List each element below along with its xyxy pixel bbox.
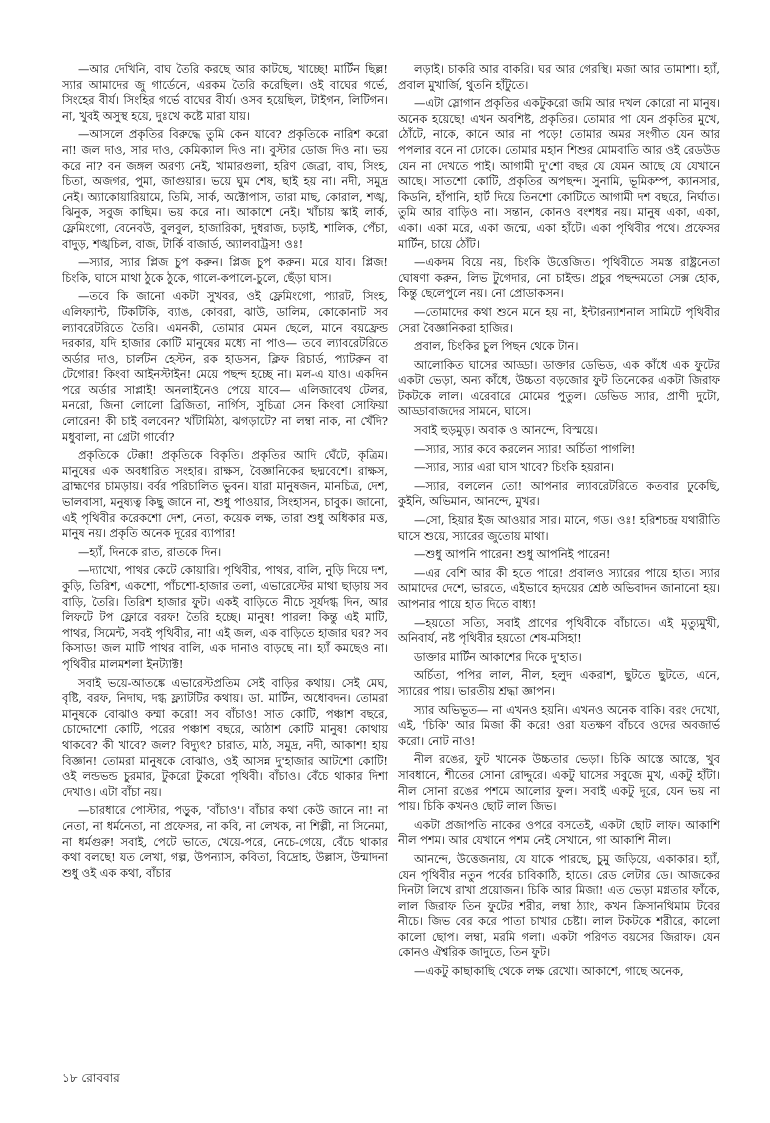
- paragraph: আনন্দে, উত্তেজনায়, যে যাকে পারছে, চুমু জড়িয়ে, একাকার। হ্যাঁ, যেন পৃথিবীর নতুন পর্বের চাবিকাঠি, হাতে। রেড লেটার ডে। আজকের দিনটা লিখে রাখা প্রয়োজন। চিকি আর মিজা! এত ভেড়া মগ্নতার ফাঁকে, লাল জিরাফ তিন ফুটের শরীর, লম্বা ঠ্যাং, কখন ক্রিসানথিমাম টবের নীচে। জিভ বের করে পাতা চাখার চেষ্টা। লাল টকটকে শরীরে, কালো কালো ছোপ। লম্বা, মরমি গলা। একটা পরিণত বয়সের জিরাফ। যেন কোনও ঐশ্বরিক জাদুতে, তিন ফুট।: [398, 851, 720, 960]
- paragraph: সবাই হুড়মুড়। অবাক ও আনন্দে, বিস্ময়ে।: [414, 423, 598, 438]
- paragraph: —হ্যাঁ, দিনকে রাত, রাতকে দিন।: [78, 544, 222, 559]
- page-folio: ১৮ রোববার: [62, 1071, 120, 1085]
- paragraph: অর্চিতা, পপির লাল, নীল, হলুদ একরাশ, ছুটতে ছুটতে, এনে, স্যারের পায়। ভারতীয় শ্রদ্ধা জ্ঞাপন।: [398, 668, 720, 698]
- paragraph: —একটু কাছাকাছি থেকে লক্ষ রেখো। আকাশে, গাছে অনেক,: [414, 964, 684, 979]
- paragraph: —স্যার, স্যার প্লিজ চুপ করুন। প্লিজ চুপ করুন। মরে যাব। প্লিজ! চিংকি, ঘাসে মাথা ঠুকে ঠুকে, গালে-কপালে-চুলে, ছেঁড়া ঘাস।: [62, 255, 388, 285]
- left-column: [62, 62, 388, 1062]
- paragraph: প্রকৃতিকে টেক্কা! প্রকৃতিকে বিকৃতি। প্রকৃতির আদি ঘেঁটে, কৃত্রিম। মানুষের এক অবধারিত সংহার। রাক্ষস, বৈজ্ঞানিকের ছদ্মবেশে। রাক্ষস, ব্রাহ্মণের চামড়ায়। বর্বর পরিচালিত ভুবন। যারা মানুষজন, মানচিত্র, দেশ, ভালবাসা, মনুষ্যত্ব কিছু জানে না, শুধু পাওয়ার, সিংহাসন, চাবুক। জানো, এই পৃথিবীর করেকশো দেশ, নেতা, কয়েক লক্ষ, তারা শুধু অধিকার মত্ত, মানুষ নয়। প্রকৃতি অনেক দূরের ব্যাপার!: [62, 448, 388, 541]
- paragraph: —সো, হিয়ার ইজ আওয়ার সার। মানে, গড। ওঃ! হরিশচন্দ্র যথারীতি ঘাসে শুয়ে, স্যারের জুতোয় মাথা।: [398, 513, 720, 543]
- paragraph: —আসলে প্রকৃতির বিরুদ্ধে তুমি কেন যাবে? প্রকৃতিকে নারিশ করো না! জল দাও, সার দাও, কেমিক্যাল দিও না। বুস্টার ডোজ দিও না। ভয় করে না? বন জঙ্গল অরণ্য নেই, খামারগুলা, হরিণ জেব্রা, বাঘ, সিংহ, চিতা, অজগর, পুমা, জাগুয়ার। ভয়ে ঘুম শেষ, ছাই হয় না। নদী, সমুদ্র নেই। অ্যাকোয়ারিয়ামে, তিমি, সার্ক, অক্টোপাস, তারা মাছ, কোরাল, শঙ্খ, ঝিনুক, সবুজ কাছিম। ভয় করে না। আকাশে নেই। খাঁচায় স্কাই লার্ক, ফ্লেমিংগো, বেনেবউ, বুলবুল, হাজারিকা, দুধরাজ, চড়াই, শালিক, পেঁচা, বাদুড়, শঙ্খচিল, বাজ, টার্কি বাজার্ড, অ্যালবাট্রস! ওঃ!: [62, 127, 388, 251]
- paragraph: একটা প্রজাপতি নাকের ওপরে বসতেই, একটা ছোট লাফ। আকাশি নীল পশম। আর যেখানে পশম নেই সেখানে, গা আকাশি নীল।: [398, 817, 720, 848]
- paragraph: —এটা স্লোগান প্রকৃতির একটুকরো জমি আর দখল কোরো না মানুষ। অনেক হয়েছে! এখন অবশিষ্ট, প্রকৃতির। তোমার পা যেন প্রকৃতির মুখে, ঠোঁটে, নাকে, কানে আর না পড়ে! তোমার অমর সংগীত যেন আর পপলার বনে না ঢোকে। তোমার মহান শিশুর মোমবাতি আর ওই রেডউড যেন না দেখতে পাই। আগামী দু'শো বছর যে যেমন আছে যে যেখানে আছে। সাতশো কোটি, প্রকৃতির অপছন্দ। সুনামি, ভূমিকম্প, ক্যানসার, কিডনি, হাঁপানি, হার্ট দিয়ে তিনশো কোটিতে আগামী দশ বছরে, নির্ঘাত। তুমি আর বাড়িও না। সন্তান, কোনও বংশধর নয়। মানুষ একা, একা, একা। একা মরে, একা জন্মে, একা হাঁটে। একা পৃথিবীর পথে। প্রফেসর মার্টিন, চায়ে ঠোঁট।: [398, 96, 720, 251]
- paragraph: —একদম বিয়ে নয়, চিংকি উত্তেজিত। পৃথিবীতে সমস্ত রাষ্ট্রনেতা ঘোষণা করুন, লিভ টুগেদার, নো চাইল্ড। প্রচুর পছন্দমতো সেক্স হোক, কিন্তু ছেলেপুলে নয়। নো প্রোডাকসন।: [398, 255, 720, 301]
- paragraph: লড়াই। চাকরি আর বাকরি। ঘর আর গেরস্থি। মজা আর তামাশা। হ্যাঁ, প্রবাল মুখার্জি, থুতনি হাঁটুতে।: [398, 62, 720, 92]
- paragraph: —তোমাদের কথা শুনে মনে হয় না, ইন্টারন্যাশনাল সামিটে পৃথিবীর সেরা বৈজ্ঞানিকরা হাজির।: [398, 304, 720, 335]
- paragraph: সবাই ভয়ে-আতঙ্কে এভারেস্টপ্রতিম সেই বাড়ির কথায়। সেই মেঘ, বৃষ্টি, বরফ, নিদাঘ, দগ্ধ ফ্ল্যাটটির কথায়। ডা. মার্টিন, অধোবদন। তোমরা মানুষকে বোঝাও কম্মা করো! সব বাঁচাও! সাত কোটি, পঞ্চাশ বছরে, চোদ্দোশো কোটি, পরের পঞ্চাশ বছরে, আঠাশ কোটি মানুষ! কোথায় থাকবে? কী খাবে? জল? বিদ্যুৎ? চারাত, মাঠ, সমুদ্র, নদী, আকাশ! হায় বিজ্ঞান! তোমরা মানুষকে বোঝাও, ওই আসন্ন দু'হাজার আটশো কোটি! ওই লন্ডভন্ড চুরমার, টুকরো টুকরো পৃথিবী। বাঁচাও। বেঁচে থাকার দিশা দেখাও। এটা বাঁচা নয়।: [62, 675, 388, 799]
- right-column: [398, 62, 720, 1062]
- paragraph: স্যার অভিভূত— না এখনও হয়নি। এখনও অনেক বাকি। বরং দেখো, এই, 'চিকি' আর মিজা কী করে! ওরা যতক্ষণ বাঁচবে ওদের অবজার্ভ করো। নোট নাও!: [398, 702, 720, 748]
- paragraph: —চারধারে পোস্টার, পড়ুক, 'বাঁচাও'। বাঁচার কথা কেউ জানে না! না নেতা, না ধর্মনেতা, না প্রফেসর, না কবি, না লেখক, না শিল্পী, না সিনেমা, না ধর্মগুরু! সবাই, পেটে ভাতে, খেয়ে-পরে, নেচে-গেয়ে, বেঁচে থাকার কথা বলছে! যত লেখা, গল্প, উপন্যাস, কবিতা, বিদ্রোহ, উল্লাস, উন্মাদনা শুধু ওই এক কথা, বাঁচার: [62, 803, 388, 880]
- paragraph: —তবে কি জানো একটা সুখবর, ওই ফ্লেমিংগো, প্যারট, সিংহ, এলিফ্যান্ট, টিকটিকি, ব্যাঙ, কোবরা, ঝাউ, ডালিম, কোকোনাট সব ল্যাবরেটরিতে তৈরি। এমনকী, তোমার মেমন ছেলে, মানে বয়ফ্রেন্ড দরকার, যদি হাজার কোটি মানুষের মধ্যে না পাও— তবে ল্যাবরেটরিতে অর্ডার দাও, চার্লটন হেস্টন, রক হাডসন, ক্লিফ রিচার্ড, প্যাটরুন বা টেগোর! কিংবা আইনস্টাইন! মেয়ে পছন্দ হচ্ছে না। মল-এ যাও। একদিন পরে অর্ডার সাপ্লাই! অনলাইনেও পেয়ে যাবে— এলিজাবেথ টেলর, মনরো, জিনা লোলো ব্রিজিতা, নার্গিস, সুচিত্রা সেন কিংবা সোফিয়া লোরেন! কী চাই বলবেন? খাঁটামিঠা, ঝগড়াটে? না লম্বা নাক, না খেঁদি? মধুবালা, না গ্রেটা গার্বো?: [62, 289, 388, 444]
- paragraph: ডাক্তার মার্টিন আকাশের দিকে দু'হাত।: [414, 649, 582, 664]
- paragraph: —দ্যাখো, পাথর কেটে কোয়ারি। পৃথিবীর, পাথর, বালি, নুড়ি দিয়ে দশ, কুড়ি, তিরিশ, একশো, পাঁচশো-হাজার তলা, এভারেস্টের মাথা ছাড়ায় সব বাড়ি, তৈরি। তিরিশ হাজার ফুট। একই বাড়িতে নীচে সূর্যদগ্ধ দিন, আর লিফটে টপ ফ্লোরে বরফ! তৈরি হচ্ছে। মানুষ! পারল! কিন্তু এই মাটি, পাথর, সিমেন্ট, সবই পৃথিবীর, না! এই জল, এক বাড়িতে হাজার ঘর? সব কিসাড! জল মাটি পাথর বালি, এক দানাও বাড়ছে না। হ্যাঁ কমছেও না। পৃথিবীর মালমশলা ইনট্যাক্ট!: [62, 563, 388, 671]
- paragraph: আলোকিত ঘাসের আড্ডা। ডাক্তার ডেভিড, এক কাঁধে এক ফুটের একটা ভেড়া, অন্য কাঁধে, উচ্চতা বড়জোর ফুট তিনেকের একটা জিরাফ টকটকে লাল। এরেবারে মোমের পুতুল। ডেভিড স্যার, প্রাণী দুটো, আড্ডাবাজদের সামনে, ঘাসে।: [398, 357, 720, 419]
- paragraph: নীল রঙের, ফুট খানেক উচ্চতার ভেড়া। চিকি আস্তে আস্তে, খুব সাবধানে, শীতের সোনা রোদ্দুরে। একটু ঘাসের সবুজে মুখ, একটু হাঁটা। নীল সোনা রঙের পশমে আলোর ফুল। সবাই একটু দূরে, যেন ভয় না পায়। চিকি কখনও ছোট লাল জিভ।: [398, 752, 720, 814]
- paragraph: —স্যার, স্যার এরা ঘাস খাবে? চিংকি হয়রান।: [414, 460, 615, 475]
- paragraph: —এর বেশি আর কী হতে পারে! প্রবালও স্যারের পায়ে হাত। স্যার আমাদের দেশে, ভারতে, এইভাবে হৃদয়ের শ্রেষ্ঠ অভিবাদন জানানো হয়। আপনার পায়ে হাত দিতে বাধ্য!: [398, 565, 720, 611]
- paragraph: —স্যার, স্যার কবে করলেন স্যার! অর্চিতা পাগলি!: [414, 441, 636, 456]
- paragraph: প্রবাল, চিংকির চুল পিছন থেকে টান।: [414, 339, 579, 354]
- paragraph: —হয়তো সত্যি, সবাই প্রাণের পৃথিবীকে বাঁচাতে। এই মৃত্যুমুখী, অনিবার্য, নষ্ট পৃথিবীর হয়তো শেষ-মসিহা!: [398, 615, 720, 646]
- paragraph: —শুধু আপনি পারেন! শুধু আপনিই পারেন!: [414, 547, 611, 562]
- paragraph: —স্যার, বললেন তো! আপনার ল্যাবরেটরিতে কতবার ঢুকেছি, কুইনি, অভিমান, আনন্দে, মুখর।: [398, 478, 720, 509]
- paragraph: —আর দেখিনি, বাঘ তৈরি করছে আর কাটছে, খাচ্ছে! মার্টিন ছিল্ল! স্যার আমাদের জু গার্ডেনে, এরকম তৈরি করেছিল। ওই বাঘের গর্ভে, সিংহের বীর্য। সিংহির গর্ভে বাঘের বীর্য। ওসব হয়েছিল, টাইগন, লিটিগন। না, খুবই অসুস্থ হয়ে, দুঃখে কষ্টে মারা যায়।: [62, 62, 388, 123]
